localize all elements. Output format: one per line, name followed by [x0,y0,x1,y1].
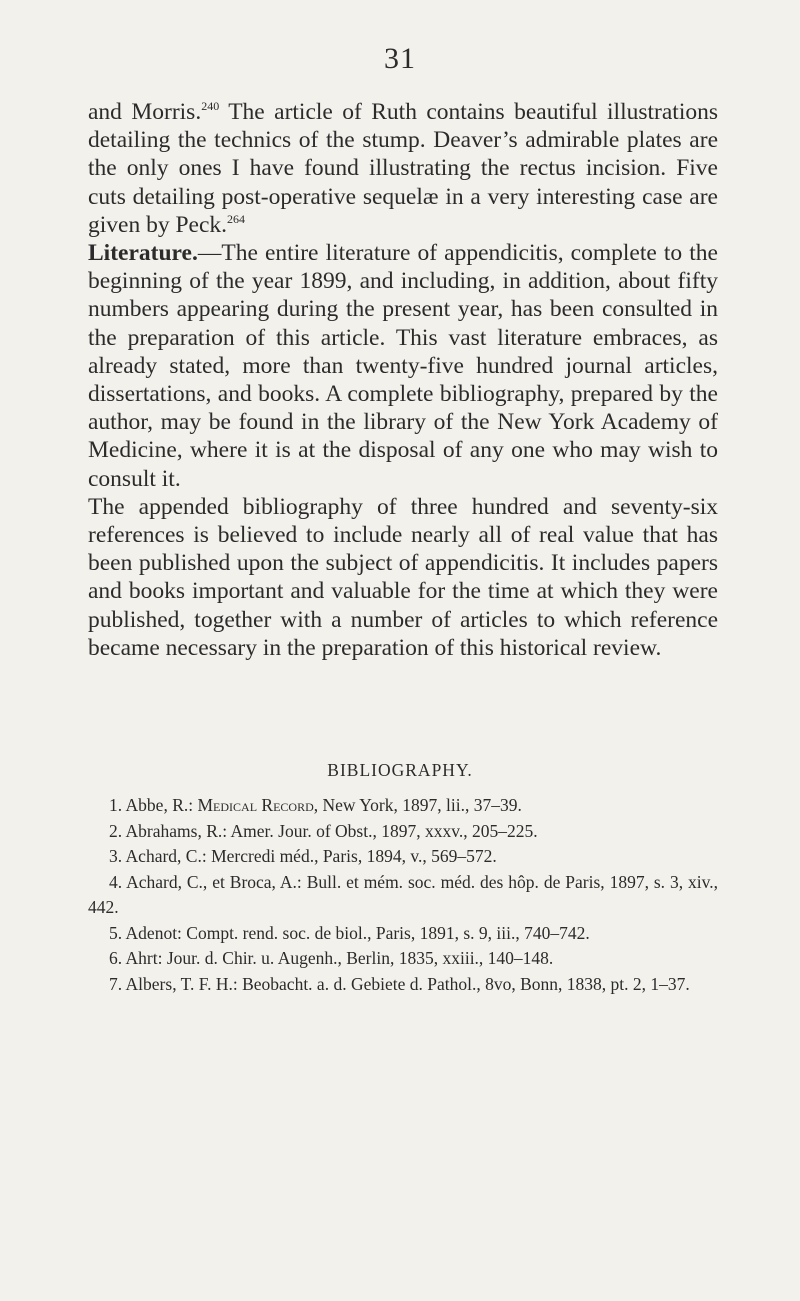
paragraph-text: The appended bibliography of three hundred and seventy-six references is believed to include nearly all of real value that has been published upon the subject of appendicitis. It includes papers and books important and valuable for the time at which they were published, together with a number of articles to which reference became necessary in the preparation of this historical review. [88,493,718,661]
bibliography-entry [88,972,718,998]
page-number: 31 [384,42,416,75]
reference-superscript: 264 [227,211,246,226]
paragraph-1 [88,98,718,239]
entry-text: 3. Achard, C.: Mercredi méd., Paris, 1894, v., 569–572. [109,846,497,866]
paragraph-text: and Morris. [88,99,202,125]
paragraph-3 [88,493,718,662]
paragraph-text: —The entire literature of appendicitis, complete to the beginning of the year 1899, and including, in addition, about fifty numbers appearing during the present year, has been consulted in the preparation of this article. This vast literature embraces, as already stated, more than twenty-five hundred journal articles, dissertations, and books. A complete bibliography, prepared by the author, may be found in the library of the New York Academy of Medicine, where it is at the disposal of any one who may wish to consult it. [88,240,718,492]
entry-text: 1. Abbe, R.: [109,795,198,815]
bibliography-heading: BIBLIOGRAPHY. [327,760,473,780]
paragraph-2 [88,239,718,493]
entry-text: 5. Adenot: Compt. rend. soc. de biol., Paris, 1891, s. 9, iii., 740–742. [109,922,590,943]
bibliography-entry [88,921,718,947]
entry-text: 6. Ahrt: Jour. d. Chir. u. Augenh., Berlin, 1835, xxiii., 140–148. [109,948,554,968]
bibliography-entry [88,844,718,870]
entry-text: , New York, 1897, lii., 37–39. [313,795,522,815]
bibliography-entry [88,870,718,921]
entry-text: 7. Albers, T. F. H.: Beobacht. a. d. Gebiete d. Pathol., 8vo, Bonn, 1838, pt. 2, 1–37. [109,973,690,994]
bibliography-entry [88,946,718,972]
entry-text: 2. Abrahams, R.: Amer. Jour. of Obst., 1897, xxxv., 205–225. [109,820,538,841]
journal-title: Medical Record [197,795,314,815]
body-text [88,98,718,662]
section-lead: Literature. [88,240,198,267]
bibliography-entry [88,819,718,845]
paragraph-text: The article of Ruth contains beautiful illustrations detailing the technics of the stump. Deaver’s admirable plates are the only ones I have found illustrating the rectus incision. Five cuts detailing post-operative sequelæ in a very interesting case are given by Peck. [88,99,719,238]
reference-superscript: 240 [201,99,220,113]
bibliography-list [88,793,718,997]
entry-text: 4. Achard, C., et Broca, A.: Bull. et mém. soc. méd. des hôp. de Paris, 1897, s. 3, xiv., 442. [88,871,718,917]
bibliography-entry [88,793,718,819]
